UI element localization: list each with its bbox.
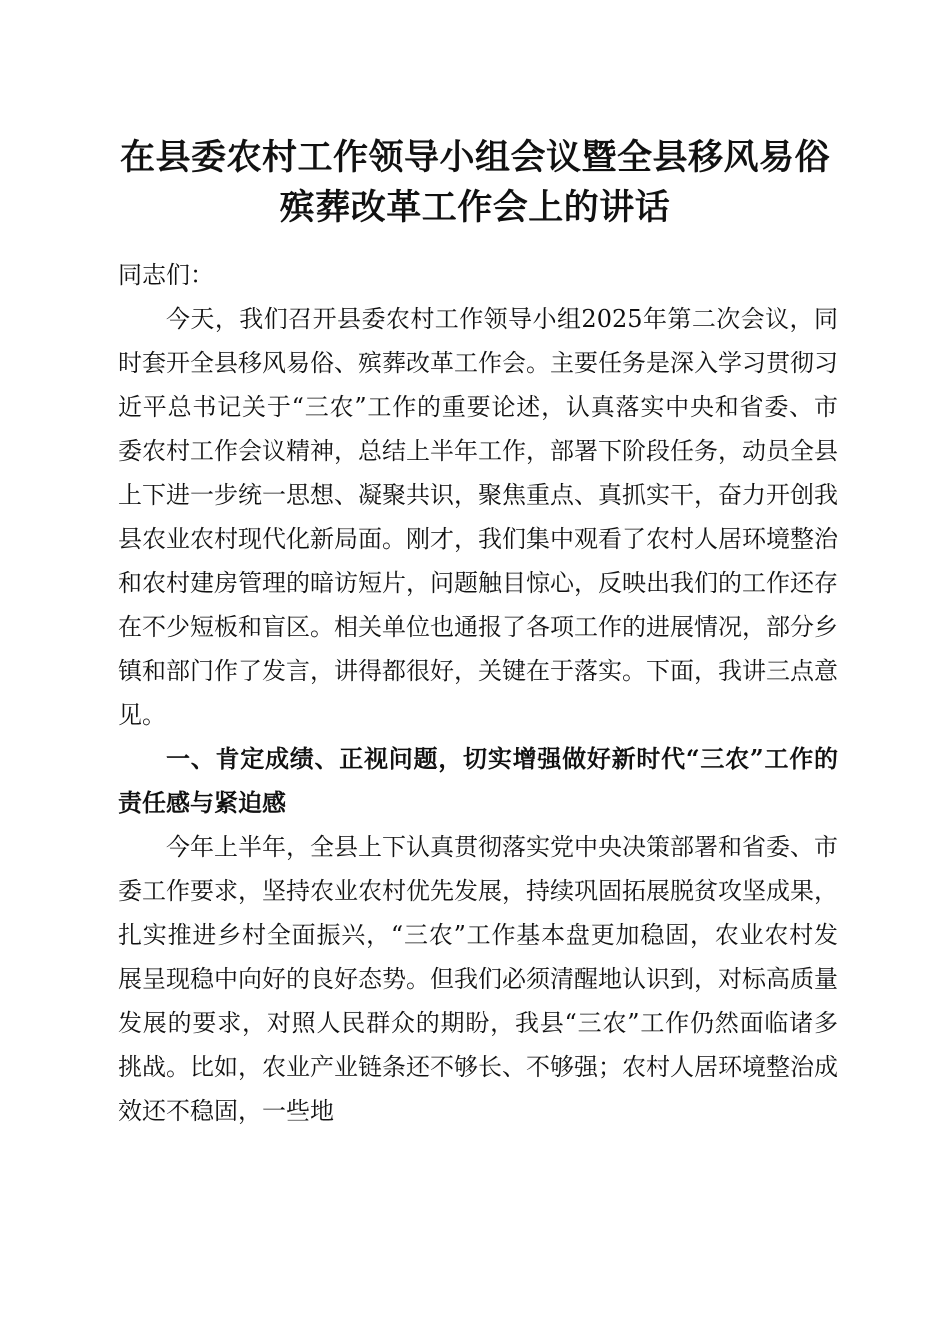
salutation: 同志们：	[118, 261, 214, 289]
title-line-2: 殡葬改革工作会上的讲话	[279, 187, 671, 228]
title-line-1: 在县委农村工作领导小组会议暨全县移风易俗	[119, 137, 830, 178]
document-body	[118, 253, 838, 1133]
section-heading-1: 一、肯定成绩、正视问题，切实增强做好新时代“三农”工作的责任感与紧迫感	[118, 744, 838, 817]
document-title	[110, 133, 840, 233]
section-1-paragraph: 今年上半年，全县上下认真贯彻落实党中央决策部署和省委、市委工作要求，坚持农业农村优先发展，持续巩固拓展脱贫攻坚成果，扎实推进乡村全面振兴，“三农”工作基本盘更加稳固，农业农村发展呈现稳中向好的良好态势。但我们必须清醒地认识到，对标高质量发展的要求，对照人民群众的期盼，我县“三农”工作仍然面临诸多挑战。比如，农业产业链条还不够长、不够强；农村人居环境整治成效还不稳固，一些地	[118, 833, 838, 1125]
opening-paragraph: 今天，我们召开县委农村工作领导小组2025年第二次会议，同时套开全县移风易俗、殡葬改革工作会。主要任务是深入学习贯彻习近平总书记关于“三农”工作的重要论述，认真落实中央和省委、市委农村工作会议精神，总结上半年工作，部署下阶段任务，动员全县上下进一步统一思想、凝聚共识，聚焦重点、真抓实干，奋力开创我县农业农村现代化新局面。刚才，我们集中观看了农村人居环境整治和农村建房管理的暗访短片，问题触目惊心，反映出我们的工作还存在不少短板和盲区。相关单位也通报了各项工作的进展情况，部分乡镇和部门作了发言，讲得都很好，关键在于落实。下面，我讲三点意见。	[118, 305, 838, 729]
